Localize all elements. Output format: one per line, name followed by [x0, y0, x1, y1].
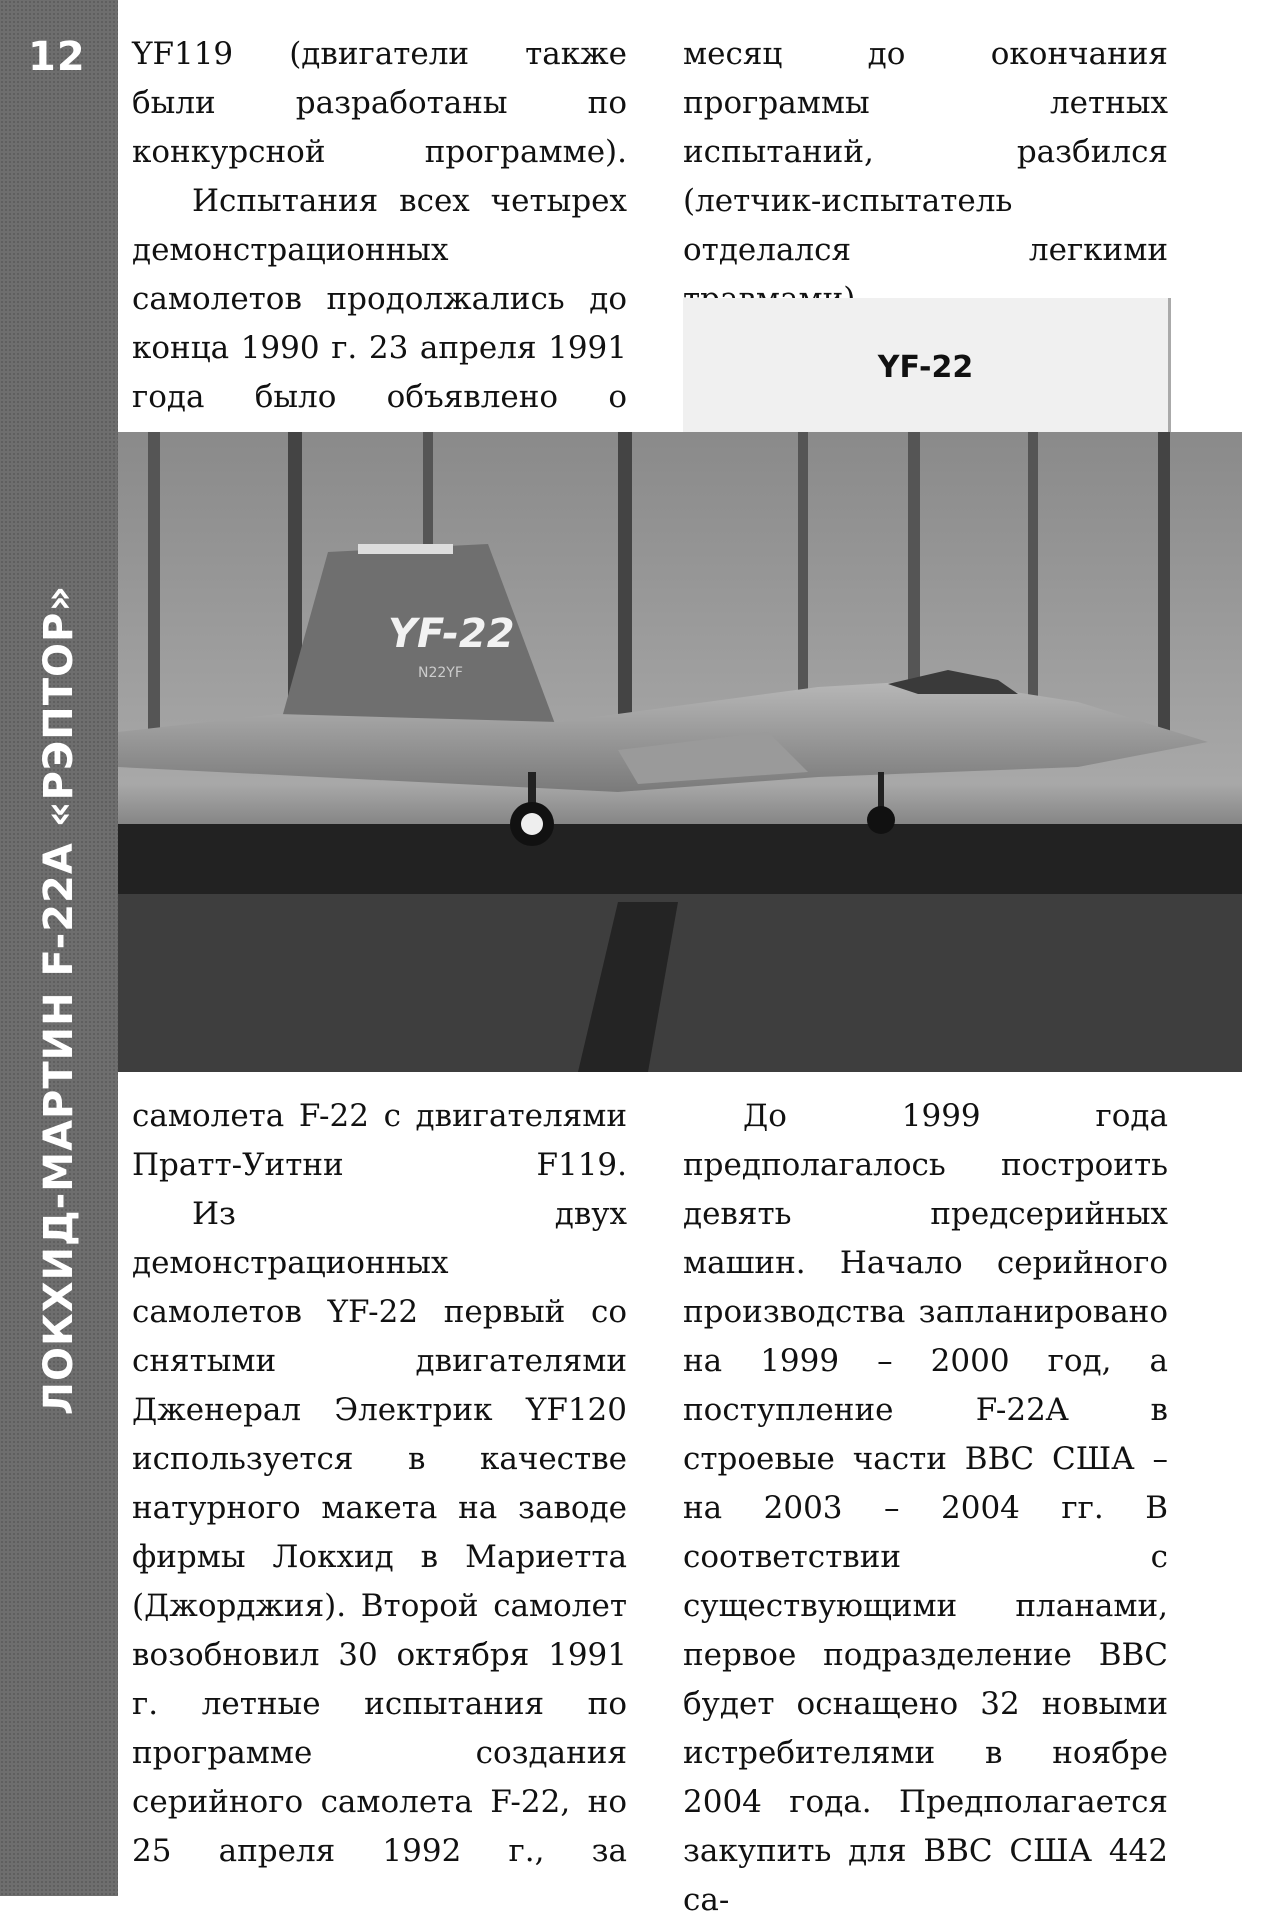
figure-caption: YF-22: [877, 350, 974, 385]
hangar-pillar: [1158, 432, 1170, 732]
text-column-left-bottom: [132, 1092, 627, 1876]
text-column-left-top: [132, 30, 627, 471]
aircraft-photo: [118, 432, 1242, 1072]
paragraph: Из двух демонстрационных самолетов YF-22 первый со снятыми двигателями Дженерал Электрик YF120 используется в качестве натурного макета на заводе фирмы Локхид в Мариетта (Джорджия). Второй самолет возобновил 30 октября 1991 г. летные испытания по программе создания серийного самолета F-22, но 25 апреля 1992 г., за: [132, 1196, 627, 1869]
paragraph: До 1999 года предполагалось построить девять предсерийных машин. Начало серийного производства запланировано на 1999 – 2000 год, а поступление F-22A в строевые части ВВС США – на 2003 – 2004 гг. В соответствии с существующими планами, первое подразделение ВВС будет оснащено 32 новыми истребителями в ноябре 2004 года. Предполагается закупить для ВВС США 442 са-: [683, 1098, 1168, 1918]
page-number: 12: [28, 34, 86, 80]
tail-marking: YF-22: [388, 611, 515, 657]
nose-gear-wheel: [867, 806, 895, 834]
text-column-right-bottom: [683, 1092, 1168, 1925]
running-title: ЛОКХИД-МАРТИН F-22A «РЭПТОР»: [36, 584, 82, 1416]
hangar-pillar: [618, 432, 632, 732]
tail-serial: N22YF: [418, 665, 463, 681]
hangar-pillar: [798, 432, 808, 732]
tail-stripe: [358, 544, 453, 554]
paragraph: самолета F-22 с двигателями Пратт-Уитни F119.: [132, 1098, 627, 1183]
side-tab: [0, 0, 118, 1896]
hangar-pillar: [1028, 432, 1038, 732]
paragraph: Испытания всех четырех демонстрационных самолетов продолжались до конца 1990 г. 23 апреля 1991 года было объявлено о: [132, 183, 627, 415]
paragraph: месяц до окончания программы летных испытаний, разбился (летчик-испытатель отделался легкими: [683, 36, 1168, 268]
hangar-pillar: [148, 432, 160, 732]
text-column-right-top: [683, 30, 1168, 324]
hangar-floor: [118, 824, 1242, 894]
hangar-floor: [118, 894, 1242, 1072]
main-gear-hub: [521, 813, 543, 835]
paragraph: YF119 (двигатели также были разработаны по конкурсной программе).: [132, 36, 627, 170]
